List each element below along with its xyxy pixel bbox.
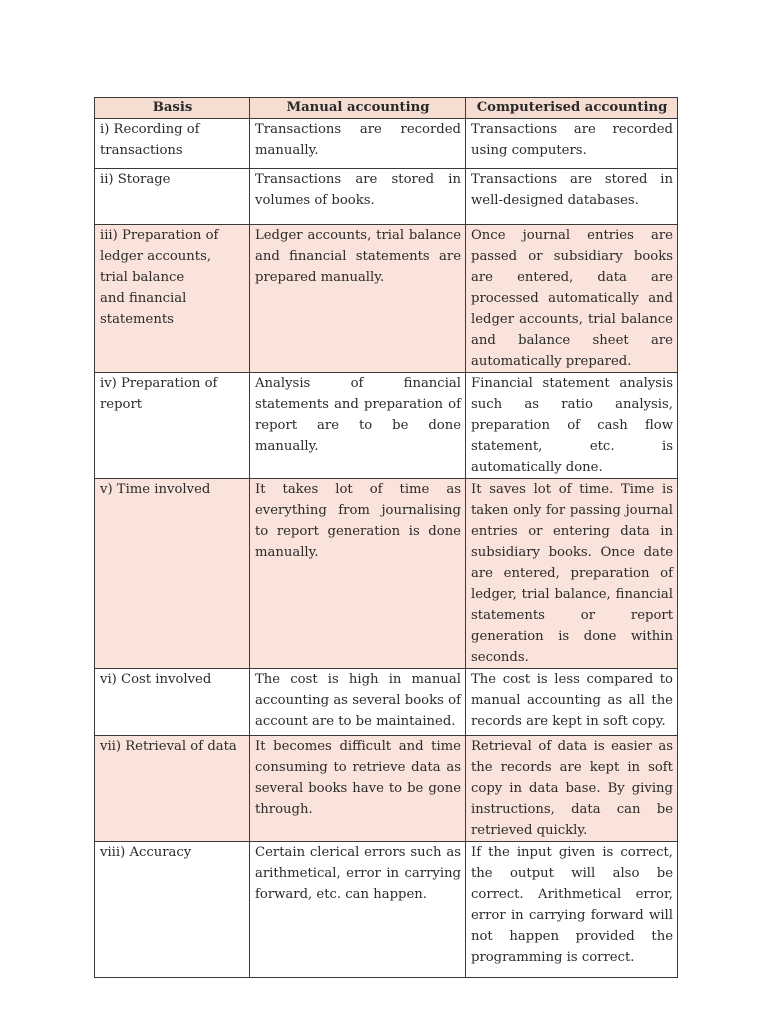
row-basis: vii) Retrieval of data: [95, 736, 250, 842]
table-row: [95, 225, 678, 373]
row-manual: The cost is high in manual accounting as several books of account are to be maintained.: [250, 669, 466, 736]
row-computerised: Retrieval of data is easier as the records are kept in soft copy in data base. By giving instructions, data can be retrieved quickly.: [466, 736, 678, 842]
header-manual-accounting: Manual accounting: [250, 98, 466, 119]
table-row: [95, 169, 678, 225]
row-manual: Certain clerical errors such as arithmetical, error in carrying forward, etc. can happen.: [250, 842, 466, 978]
row-computerised: The cost is less compared to manual accounting as all the records are kept in soft copy.: [466, 669, 678, 736]
row-basis: iii) Preparation of ledger accounts, trial balance and financial statements: [95, 225, 250, 373]
row-manual: Transactions are recorded manually.: [250, 119, 466, 169]
row-computerised: Transactions are recorded using computers.: [466, 119, 678, 169]
table-row: [95, 373, 678, 479]
row-computerised: It saves lot of time. Time is taken only for passing journal entries or entering data in subsidiary books. Once date are entered, preparation of ledger, trial balance, financial statements or report generation is done within seconds.: [466, 479, 678, 669]
row-basis: ii) Storage: [95, 169, 250, 225]
table-row: [95, 479, 678, 669]
row-basis: v) Time involved: [95, 479, 250, 669]
table-row: [95, 669, 678, 736]
comparison-table: [94, 97, 678, 978]
row-basis: iv) Preparation of report: [95, 373, 250, 479]
row-manual: Transactions are stored in volumes of books.: [250, 169, 466, 225]
row-basis: vi) Cost involved: [95, 669, 250, 736]
row-computerised: If the input given is correct, the output will also be correct. Arithmetical error, error in carrying forward will not happen provided the programming is correct.: [466, 842, 678, 978]
header-computerised-accounting: Computerised accounting: [466, 98, 678, 119]
row-basis: viii) Accuracy: [95, 842, 250, 978]
row-computerised: Transactions are stored in well-designed databases.: [466, 169, 678, 225]
table-row: [95, 842, 678, 978]
row-manual: Analysis of financial statements and preparation of report are to be done manually.: [250, 373, 466, 479]
table-row: [95, 736, 678, 842]
table-header-row: [95, 98, 678, 119]
row-computerised: Financial statement analysis such as ratio analysis, preparation of cash flow statement, etc. is automatically done.: [466, 373, 678, 479]
row-manual: It takes lot of time as everything from journalising to report generation is done manually.: [250, 479, 466, 669]
row-computerised: Once journal entries are passed or subsidiary books are entered, data are processed automatically and ledger accounts, trial balance and balance sheet are automatically prepared.: [466, 225, 678, 373]
row-basis: i) Recording of transactions: [95, 119, 250, 169]
table-row: [95, 119, 678, 169]
header-basis: Basis: [95, 98, 250, 119]
row-manual: It becomes difficult and time consuming to retrieve data as several books have to be gone through.: [250, 736, 466, 842]
row-manual: Ledger accounts, trial balance and financial statements are prepared manually.: [250, 225, 466, 373]
